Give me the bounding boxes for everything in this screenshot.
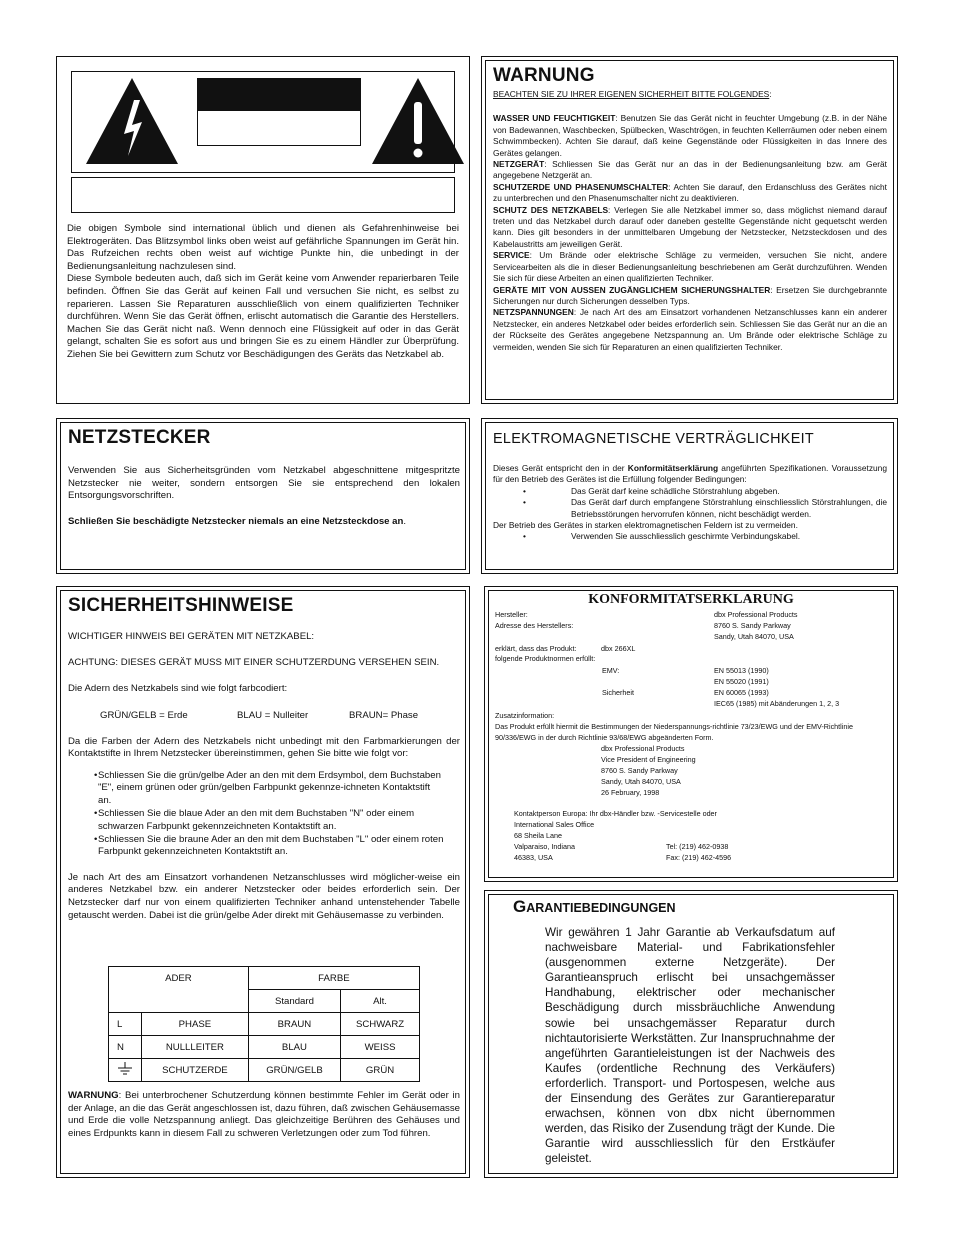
code-nulleiter: BLAU = Nulleiter bbox=[237, 709, 309, 721]
symbols-box bbox=[56, 56, 470, 404]
sicherheit-warning: WARNUNG: Bei unterbrochener Schutzerdung können bestimmte Fehler im Gerät oder in der Anlage, an die das Gerät angeschlossen ist, dazu führen, daß zwischen Gehäusemasse und Erde die volle Netzspannung anliegt. Das gleichzeitige Berühren des Gehäuses und eines Erdpunkts kann in diesem Fall zu schweren Verletzungen oder zum Tod führen. bbox=[68, 1090, 460, 1139]
table-row: SCHUTZERDE GRÜN/GELB GRÜN bbox=[109, 1059, 420, 1082]
table-header-alt: Alt. bbox=[341, 990, 420, 1013]
konformitat-box bbox=[484, 586, 898, 882]
garantie-box bbox=[484, 890, 898, 1178]
warning-label-bar bbox=[198, 79, 360, 111]
emv-middle: Der Betrieb des Gerätes in starken elektromagnetischen Feldern ist zu vermeiden. bbox=[493, 520, 798, 531]
emv-intro: Dieses Gerät entspricht den in der Konformitätserklärung angeführten Spezifikationen. Voraussetzung für den Betrieb des Gerätes ist die Erfüllung folgender Bedingungen: bbox=[493, 463, 887, 485]
sicherheit-p3: Die Adern des Netzkabels sind wie folgt farbcodiert: bbox=[68, 683, 288, 695]
exclamation-warning-icon bbox=[370, 76, 466, 166]
warnung-subtitle: BEACHTEN SIE ZU IHRER EIGENEN SICHERHEIT BITTE FOLGENDES: bbox=[493, 89, 772, 99]
warnung-title: WARNUNG bbox=[493, 65, 595, 86]
konformitat-body: Hersteller: dbx Professional Products Adresse des Herstellers: 8760 S. Sandy Parkway Sandy, Utah 84070, USA erklärt, dass das Produkt: dbx 266XL folgende Produktnormen erfüllt: EMV: EN 55013 (1990) EN 55020 (1991) Sicherheit EN 60065 (1993) IEC65 (1985) mit Abänderungen 1, 2, 3 Zusatzinformation: Das Produkt erfüllt hiermit die Bestimmungen der Niederspannungs-richtlinie 73/23/EWG und der EMV-Richtlinie 90/336/EWG in der durch Richtlinie 93/68/EWG abgeänderten Form. dbx Professional Products Vice President of Engineering 8760 S. Sandy Parkway Sandy, Utah 84070, USA 26 February, 1998 Kontaktperson Europa: Ihr dbx-Händler bzw. -Servicestelle oder International Sales Office 68 Sheila Lane Valparaiso, Indiana Tel: (219) 462-0938 46383, USA Fax: (219) 462-4596 bbox=[495, 610, 853, 862]
netzstecker-warning: Schließen Sie beschädigte Netzstecker niemals an eine Netzsteckdose an. bbox=[68, 515, 407, 527]
code-phase: BRAUN= Phase bbox=[349, 709, 419, 721]
sicherheit-p2: ACHTUNG: DIESES GERÄT MUSS MIT EINER SCHUTZERDUNG VERSEHEN SEIN. bbox=[68, 656, 440, 668]
netzstecker-text: Verwenden Sie aus Sicherheitsgründen vom Netzkabel abgeschnittene mitgespritzte Netzstecker nie weiter, sondern entsorgen Sie sie entsprechend den lokalen Entsorgungsvorschriften. bbox=[68, 465, 460, 502]
symbols-paragraph-1: Die obigen Symbole sind international üblich und dienen als Gefahrenhinweise bei Elektrogeräten. Das Blitzsymbol links oben weist auf gefährliche Spannungen im Gerät hin. Das Rufzeichen rechts oben weist auf wichtige Punkte hin, die unbedingt in der Bedienungsanleitung nachzulesen sind. bbox=[67, 223, 459, 272]
core-color-table bbox=[108, 966, 420, 1082]
list-item: • Schliessen Sie die blaue Ader an den mit dem Buchstaben "N" oder einem schwarzen Farbpunkt gekennzeichneten Kontaktstift an. bbox=[94, 808, 415, 832]
emv-content bbox=[493, 431, 887, 543]
list-item: • Schliessen Sie die grün/gelbe Ader an den mit dem Erdsymbol, dem Buchstaben "E", einem grünen oder grün/gelben Farbpunkt gekennze-ichneten Kontaktstift an. bbox=[94, 769, 441, 806]
emv-bullets bbox=[493, 486, 887, 520]
lightning-warning-icon bbox=[84, 76, 180, 166]
garantie-text-wrap bbox=[545, 925, 835, 1167]
table-header-standard: Standard bbox=[248, 990, 340, 1013]
table-row: N NULLLEITER BLAU WEISS bbox=[109, 1036, 420, 1059]
warnung-item: GERÄTE MIT VON AUSSEN ZUGÄNGLICHEM SICHERUNGSHALTER: Ersetzen Sie durchgebrannte Sicherungen nur durch Sicherungen desselben Typs. bbox=[493, 284, 887, 306]
symbols-text bbox=[67, 223, 459, 362]
warnung-box bbox=[481, 56, 898, 404]
warnung-item: SCHUTZ DES NETZKABELS: Verlegen Sie alle Netzkabel immer so, dass möglichst niemand darauf treten und das Netzkabel durch darauf oder daneben gestellte Gegenstände nicht gequetscht werden kann. Dies gilt besonders in der unmittelbaren Umgebung der Netzstecker, Netzsteckdosen und des Kabelaustritts am jeweiligen Gerät. bbox=[493, 204, 887, 249]
warning-label-box bbox=[197, 78, 361, 146]
table-row: L PHASE BRAUN SCHWARZ bbox=[109, 1013, 420, 1036]
netzstecker-content bbox=[68, 427, 460, 528]
table-header-ader: ADER bbox=[109, 967, 249, 1013]
sicherheit-p4: Da die Farben der Adern des Netzkabels nicht unbedingt mit den Farbmarkierungen der Kontaktstifte in Ihrem Netzstecker übereinstimmen, gehen Sie bitte wie folgt vor: bbox=[68, 735, 460, 760]
table-header-farbe: FARBE bbox=[248, 967, 419, 990]
color-codes bbox=[68, 710, 460, 724]
list-item: • Das Gerät darf durch empfangene Störstrahlung einschliesslich Störstrahlungen, die Betriebsstörungen hervorrufen können, nicht beschädigt werden. bbox=[523, 497, 887, 519]
sicherheit-p1: WICHTIGER HINWEIS BEI GERÄTEN MIT NETZKABEL: bbox=[68, 631, 315, 642]
sicherheit-bullets bbox=[68, 770, 444, 859]
sicherheit-box bbox=[56, 586, 470, 1178]
sicherheit-p5: Je nach Art des am Einsatzort vorhandenen Netzanschlusses wird möglicher-weise ein anderes Netzkabel bzw. ein anderer Netzstecker oder beides erforderlich sein. Der Netzstecker darf nur von einem qualifizierten Techniker anhand untenstehender Tabelle getauscht werden. Dabei ist die grün/gelbe Ader direkt mit Gehäusemasse zu verbinden. bbox=[68, 871, 460, 921]
garantie-title: GARANTIEBEDINGUNGEN bbox=[513, 897, 676, 916]
warnung-item: SERVICE: Um Brände oder elektrische Schläge zu vermeiden, versuchen Sie nicht, andere Servicearbeiten als die in dieser Bedienungsanleitung beschriebenen am Gerät durchzuführen. Wenden Sie sich für diese Arbeiten an einen qualifizierten Techniker. bbox=[493, 250, 887, 284]
konformitat-title: KONFORMITATSERKLARUNG bbox=[588, 592, 794, 607]
sicherheit-content bbox=[68, 595, 460, 922]
sicherheit-title: SICHERHEITSHINWEISE bbox=[68, 595, 294, 616]
list-item: • Schliessen Sie die braune Ader an den mit dem Buchstaben "L" oder einem roten Farbpunkt gekennzeichneten Kontaktstift an. bbox=[94, 834, 444, 858]
netzstecker-box bbox=[56, 418, 470, 574]
emv-box bbox=[481, 418, 898, 574]
code-erde: GRÜN/GELB = Erde bbox=[100, 709, 188, 721]
warnung-content bbox=[493, 65, 887, 353]
warnung-item: WASSER UND FEUCHTIGKEIT: Benutzen Sie das Gerät nicht in feuchter Umgebung (z.B. in der Nähe von Badewannen, Waschbecken, Spülbecken, Waschtrögen, in feuchten Kellerräumen oder neben einem Schwimmbecken). Achten Sie darauf, daß keine Gegenstände oder Flüssigkeiten in das Innere des Gerätes gelangen. bbox=[493, 113, 887, 158]
emv-title: ELEKTROMAGNETISCHE VERTRÄGLICHKEIT bbox=[493, 431, 814, 447]
symbols-caption-frame bbox=[71, 177, 455, 213]
list-item: • Verwenden Sie ausschliesslich geschirmte Verbindungskabel. bbox=[523, 531, 801, 542]
netzstecker-title: NETZSTECKER bbox=[68, 427, 211, 448]
warnung-item: SCHUTZERDE UND PHASENUMSCHALTER: Achten Sie darauf, den Erdanschluss des Gerätes nicht zu unterbrechen und den Phasenumschalter nicht zu deaktivieren. bbox=[493, 181, 887, 204]
ground-symbol-icon bbox=[117, 1062, 133, 1076]
warnung-item: NETZGERÄT: Schliessen Sie das Gerät nur an das in der Bedienungsanleitung bzw. am Gerät angegebene Netzgerät an. bbox=[493, 159, 887, 181]
emv-bullets-2 bbox=[493, 531, 887, 542]
symbols-paragraph-2: Diese Symbole bedeuten auch, daß sich im Gerät keine vom Anwender reparierbaren Teile befinden. Öffnen Sie das Gerät auf keinen Fall und versuchen Sie nicht, es selbst zu reparieren. Lassen Sie Reparaturen ausschließlich von einem qualifizierten Techniker durchführen. Wenn Sie das Gerät öffnen, erlischt automatisch die Garantie des Herstellers. Machen Sie das Gerät nicht naß. Wenn dennoch eine Flüssigkeit auf oder in das Gerät gelangt, schalten Sie es sofort aus und bringen Sie es zu einem Händler zur Überprüfung. Ziehen Sie bei Gewittern zum Schutz vor Beschädigungen des Geräts das Netzkabel ab. bbox=[67, 273, 459, 360]
warnung-item: NETZSPANNUNGEN: Je nach Art des am Einsatzort vorhandenen Netzanschlusses kann ein anderer Netzstecker, ein anderes Netzkabel oder beides erforderlich sein. Schliessen Sie das Gerät nur an die an der Rückseite des Gerätes angegebene Netzspannung an. Um Brände oder elektrische Schläge zu vermeiden, wenden Sie sich für Reparaturen an einen qualifizierten Techniker. bbox=[493, 307, 887, 352]
garantie-text: Wir gewähren 1 Jahr Garantie ab Verkaufsdatum auf nachweisbare Material- und Fabrikationsfehler (ausgenommen externe Netzgeräte). Der Garantieanspruch erlischt bei unsachgemässer Handhabung, elektrischer oder mechanischer Beschädigung durch missbräuchliche Anwendung sowie bei unsachgemässer Reparatur durch nichtautorisierte Werkstätten. Zur Inanspruchnahme der angeführten Garantieleistungen ist der Nachweis des Kaufes (ordentliche Rechnung des Verkäufers) erforderlich. Transport- und Portospesen, welche aus der Einsendung des Gerätes zur Garantiereparatur erwachsen, können von dbx nicht übernommen werden, das Risiko der Zusendung trägt der Kunde. Die Garantie wird ausschliesslich für den Erstkäufer geleistet. bbox=[545, 926, 835, 1166]
symbols-header-frame bbox=[71, 71, 455, 173]
list-item: • Das Gerät darf keine schädliche Störstrahlung abgeben. bbox=[523, 485, 780, 496]
